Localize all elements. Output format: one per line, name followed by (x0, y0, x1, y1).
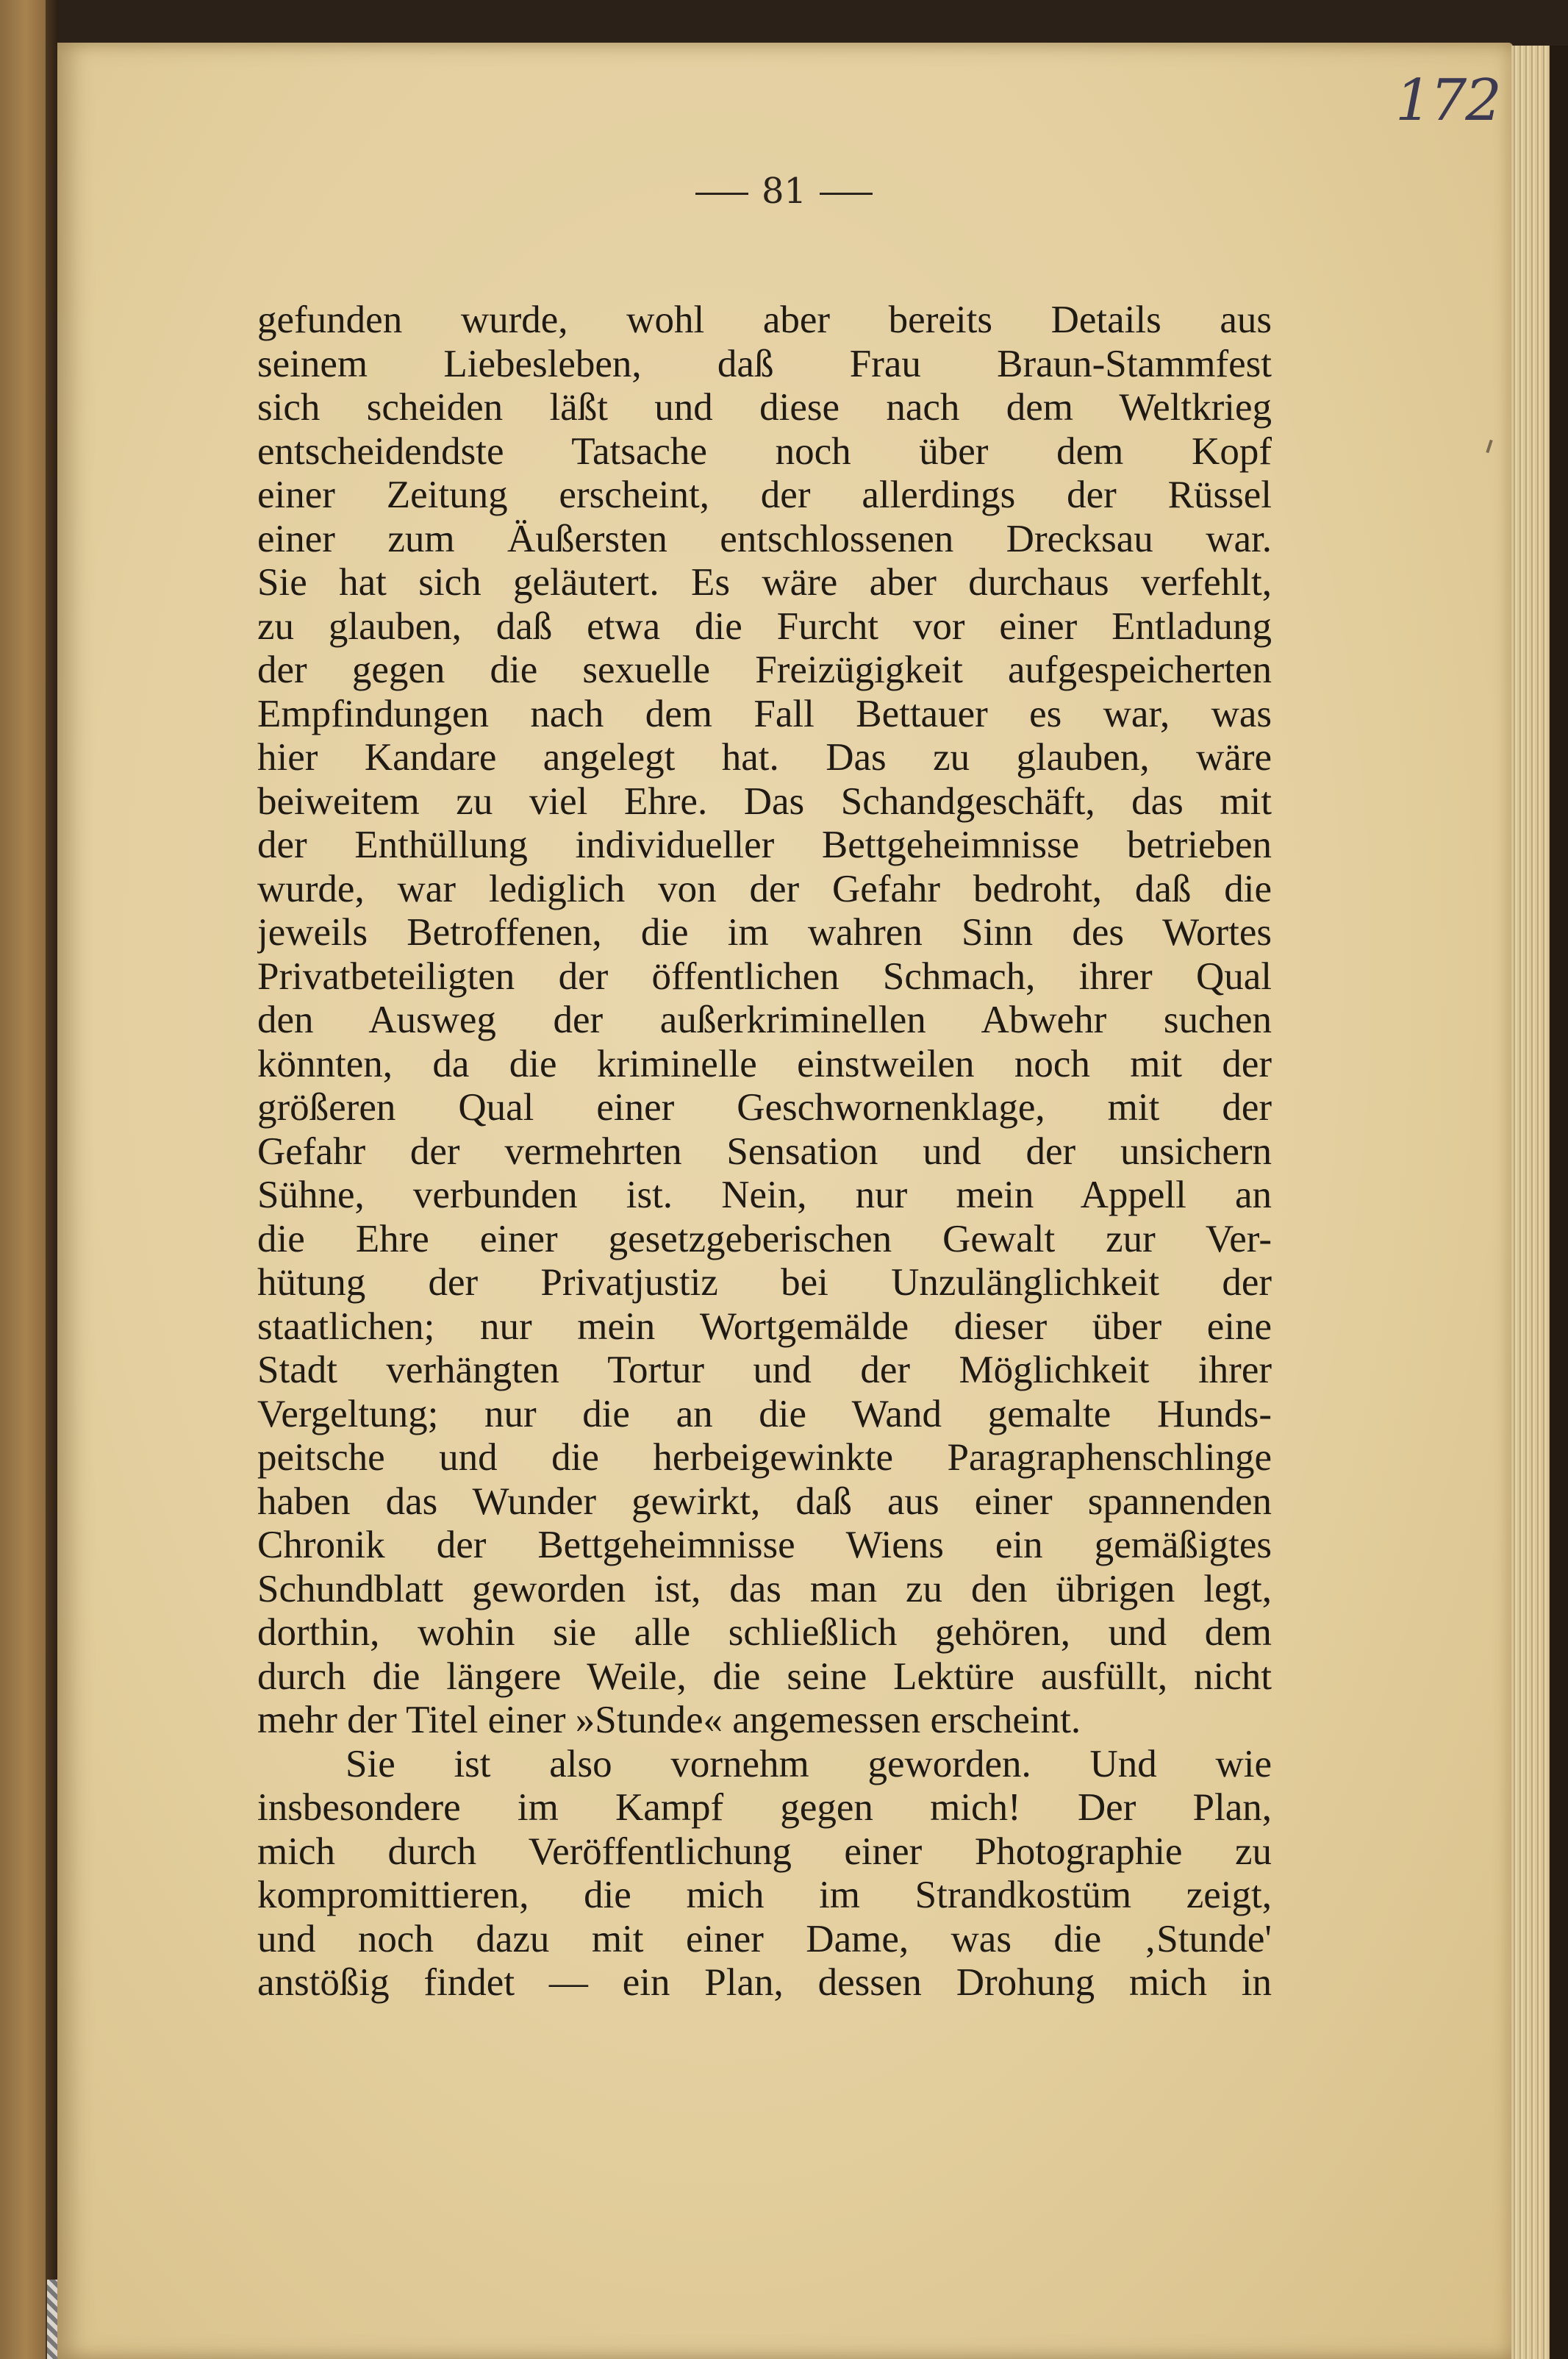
text-line: Schundblatt geworden ist, das man zu den übrigen legt, (257, 1567, 1272, 1610)
text-line: anstößig findet — ein Plan, dessen Drohung mich in (257, 1961, 1272, 2004)
text-line: seinem Liebesleben, daß Frau Braun-Stammfest (257, 342, 1272, 385)
text-line: einer zum Äußersten entschlossenen Drecksau war. (257, 517, 1272, 560)
page-stack-shadow (1550, 46, 1568, 2359)
page-number-dash-left (695, 193, 748, 195)
text-line: entscheidendste Tatsache noch über dem Kopf (257, 429, 1272, 473)
body-text (257, 299, 1272, 2005)
handwritten-folio-number: 172 (1395, 68, 1500, 134)
text-line: Vergeltung; nur die an die Wand gemalte Hunds- (257, 1392, 1272, 1435)
text-line: und noch dazu mit einer Dame, was die ‚Stunde' (257, 1917, 1272, 1960)
text-line: die Ehre einer gesetzgeberischen Gewalt zur Ver- (257, 1217, 1272, 1260)
text-line: mich durch Veröffentlichung einer Photographie zu (257, 1830, 1272, 1873)
text-line: Chronik der Bettgeheimnisse Wiens ein gemäßigtes (257, 1524, 1272, 1566)
page-number-dash-right (820, 193, 873, 195)
text-line: hütung der Privatjustiz bei Unzulänglichkeit der (257, 1261, 1272, 1304)
text-line: Stadt verhängten Tortur und der Möglichkeit ihrer (257, 1349, 1272, 1391)
paragraph-end-line: mehr der Titel einer »Stunde« angemessen erscheint. (257, 1699, 1081, 1741)
text-line: sich scheiden läßt und diese nach dem Weltkrieg (257, 386, 1272, 429)
text-line: gefunden wurde, wohl aber bereits Details aus (257, 299, 1272, 341)
paragraph-start-line: Sie ist also vornehm geworden. Und wie (346, 1742, 1272, 1785)
text-line: haben das Wunder gewirkt, daß aus einer spannenden (257, 1480, 1272, 1523)
text-line: beiweitem zu viel Ehre. Das Schandgeschäft, das mit (257, 779, 1272, 823)
text-line: der Enthüllung individueller Bettgeheimnisse betrieben (257, 824, 1272, 866)
page-stack-edge (1511, 46, 1550, 2359)
text-line: durch die längere Weile, die seine Lektüre ausfüllt, nicht (257, 1655, 1272, 1698)
text-line: dorthin, wohin sie alle schließlich gehören, und dem (257, 1611, 1272, 1654)
page-number (0, 171, 1568, 212)
text-line: Privatbeteiligten der öffentlichen Schmach, ihrer Qual (257, 954, 1272, 998)
text-line: einer Zeitung erscheint, der allerdings der Rüssel (257, 474, 1272, 516)
text-line: könnten, da die kriminelle einstweilen noch mit der (257, 1042, 1272, 1085)
text-line: kompromittieren, die mich im Strandkostüm zeigt, (257, 1874, 1272, 1916)
text-line: den Ausweg der außerkriminellen Abwehr suchen (257, 999, 1272, 1041)
text-line: der gegen die sexuelle Freizügigkeit aufgespeicherten (257, 649, 1272, 691)
text-line: Sie hat sich geläutert. Es wäre aber durchaus verfehlt, (257, 561, 1272, 604)
text-line: wurde, war lediglich von der Gefahr bedroht, daß die (257, 867, 1272, 910)
text-line: Empfindungen nach dem Fall Bettauer es war, was (257, 692, 1272, 735)
text-line: insbesondere im Kampf gegen mich! Der Plan, (257, 1786, 1272, 1829)
text-line: größeren Qual einer Geschwornenklage, mit der (257, 1086, 1272, 1129)
text-line: zu glauben, daß etwa die Furcht vor einer Entladung (257, 604, 1272, 648)
text-line: Gefahr der vermehrten Sensation und der unsichern (257, 1129, 1272, 1173)
text-line: peitsche und die herbeigewinkte Paragraphenschlinge (257, 1436, 1272, 1479)
text-line: Sühne, verbunden ist. Nein, nur mein Appell an (257, 1174, 1272, 1216)
page-number-value: 81 (761, 171, 807, 212)
text-line: jeweils Betroffenen, die im wahren Sinn des Wortes (257, 911, 1272, 954)
text-line: hier Kandare angelegt hat. Das zu glauben, wäre (257, 736, 1272, 779)
text-line: staatlichen; nur mein Wortgemälde dieser über eine (257, 1305, 1272, 1348)
